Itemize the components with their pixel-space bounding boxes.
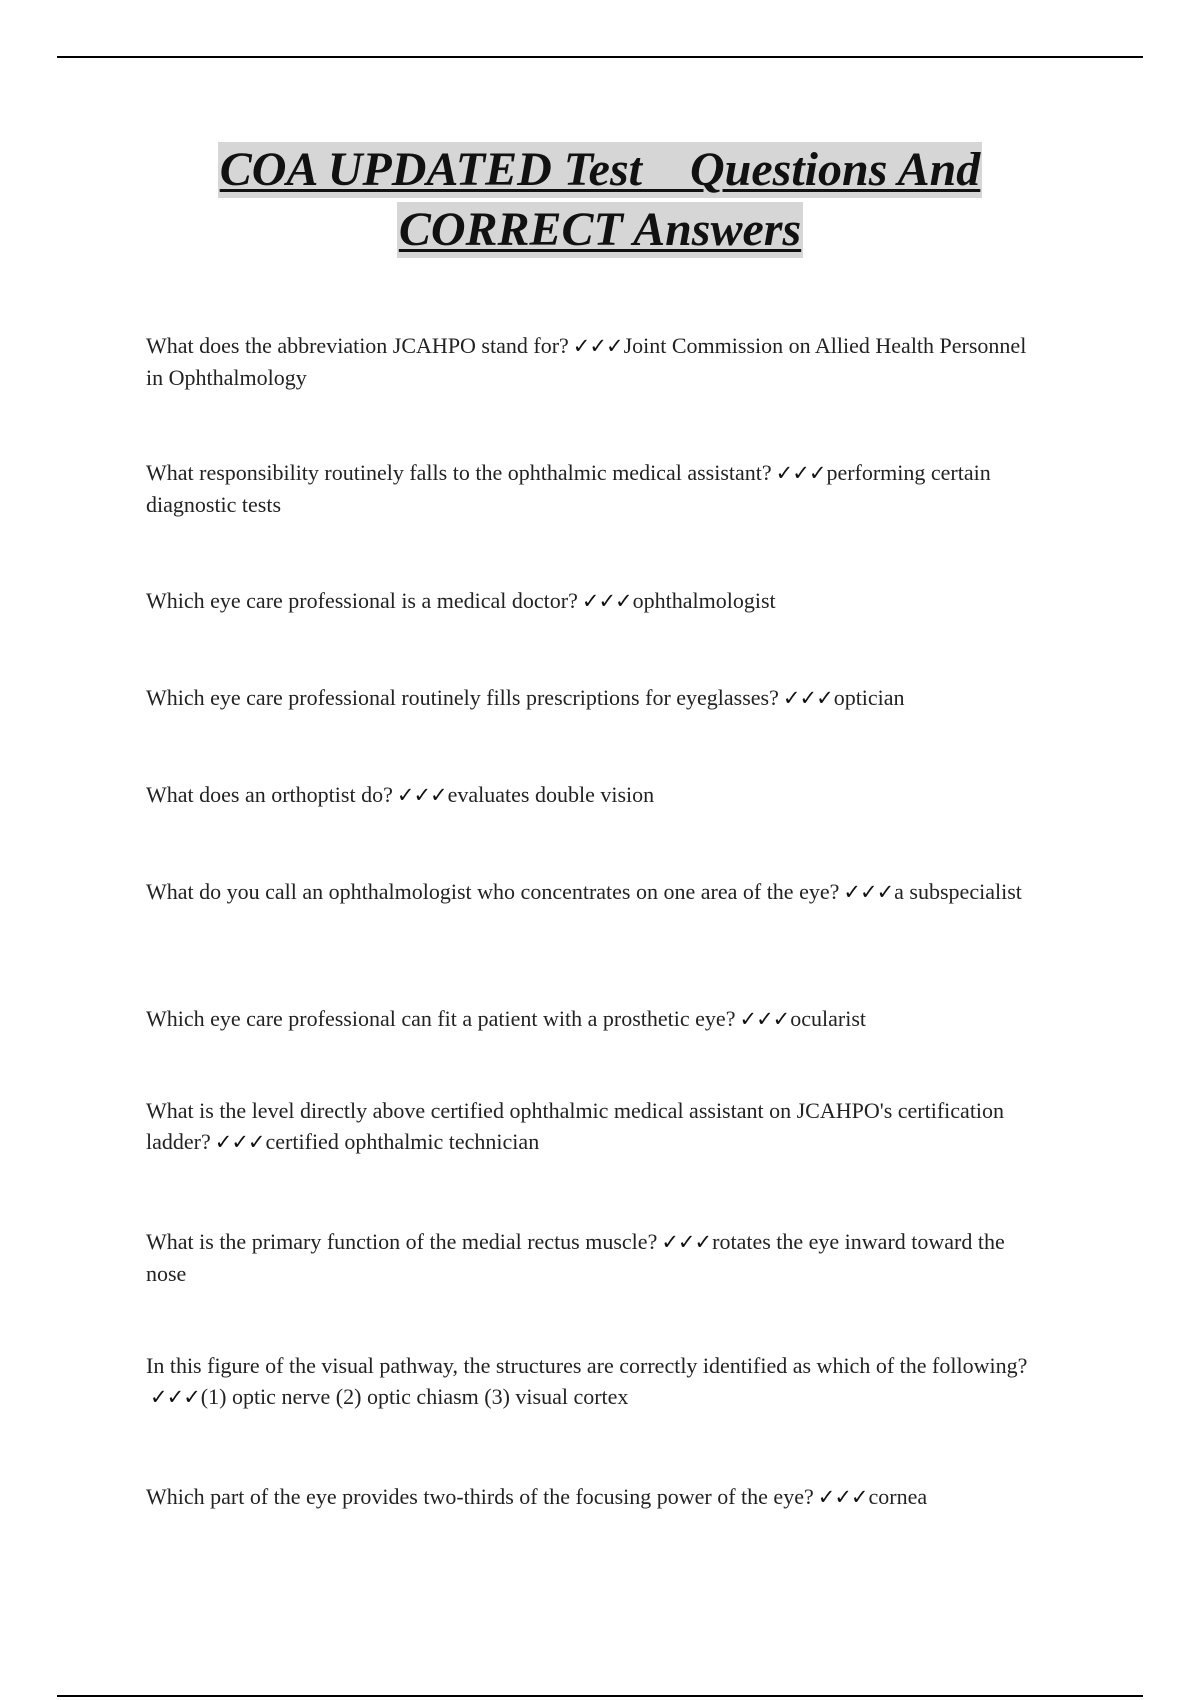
answer-text: ocularist [790,1006,867,1031]
answer-text: cornea [868,1484,928,1509]
qa-item [146,1350,1046,1413]
answer-text: performing certain diagnostic tests [146,460,991,517]
question-text: What does an orthoptist do? [146,782,393,807]
check-marks-icon: ✓✓✓ [581,589,632,613]
check-marks-icon: ✓✓✓ [782,686,833,710]
qa-item [146,457,1046,520]
title-line-1: COA UPDATED Test Questions And [219,143,981,196]
title-line-2: CORRECT Answers [398,203,802,256]
check-marks-icon: ✓✓✓ [817,1485,868,1509]
qa-item [146,585,1046,617]
answer-text: evaluates double vision [447,782,655,807]
top-rule [57,56,1143,58]
question-text: In this figure of the visual pathway, the structures are correctly identified as which of the following? [146,1353,1028,1378]
document-title [0,142,1200,262]
qa-item [146,330,1046,393]
qa-item [146,876,1046,908]
qa-item [146,682,1046,714]
qa-item [146,1226,1046,1289]
question-text: Which eye care professional can fit a patient with a prosthetic eye? [146,1006,736,1031]
bottom-rule [57,1695,1143,1697]
question-text: What is the level directly above certified ophthalmic medical assistant on JCAHPO's certification ladder? [146,1098,1005,1154]
answer-text: certified ophthalmic technician [265,1129,540,1154]
answer-text: ophthalmologist [632,588,776,613]
qa-item [146,1095,1046,1158]
check-marks-icon: ✓✓✓ [775,461,826,485]
qa-item [146,779,1046,811]
question-text: What does the abbreviation JCAHPO stand for? [146,333,569,358]
check-marks-icon: ✓✓✓ [661,1230,712,1254]
answer-text: rotates the eye inward toward the nose [146,1229,1005,1286]
qa-item [146,1481,1046,1513]
question-text: What is the primary function of the medial rectus muscle? [146,1229,658,1254]
check-marks-icon: ✓✓✓ [843,880,894,904]
answer-text: (1) optic nerve (2) optic chiasm (3) visual cortex [200,1384,629,1409]
answer-text: a subspecialist [894,879,1022,904]
qa-item [146,1003,1046,1035]
check-marks-icon: ✓✓✓ [572,334,623,358]
check-marks-icon: ✓✓✓ [396,783,447,807]
question-text: Which part of the eye provides two-thirds of the focusing power of the eye? [146,1484,814,1509]
question-text: What responsibility routinely falls to the ophthalmic medical assistant? [146,460,772,485]
answer-text: optician [833,685,905,710]
answer-text: Joint Commission on Allied Health Personnel in Ophthalmology [146,333,1027,390]
check-marks-icon: ✓✓✓ [739,1007,790,1031]
check-marks-icon: ✓✓✓ [150,1385,200,1409]
question-text: Which eye care professional routinely fills prescriptions for eyeglasses? [146,685,779,710]
check-marks-icon: ✓✓✓ [214,1130,265,1154]
question-text: What do you call an ophthalmologist who concentrates on one area of the eye? [146,879,840,904]
question-text: Which eye care professional is a medical doctor? [146,588,578,613]
